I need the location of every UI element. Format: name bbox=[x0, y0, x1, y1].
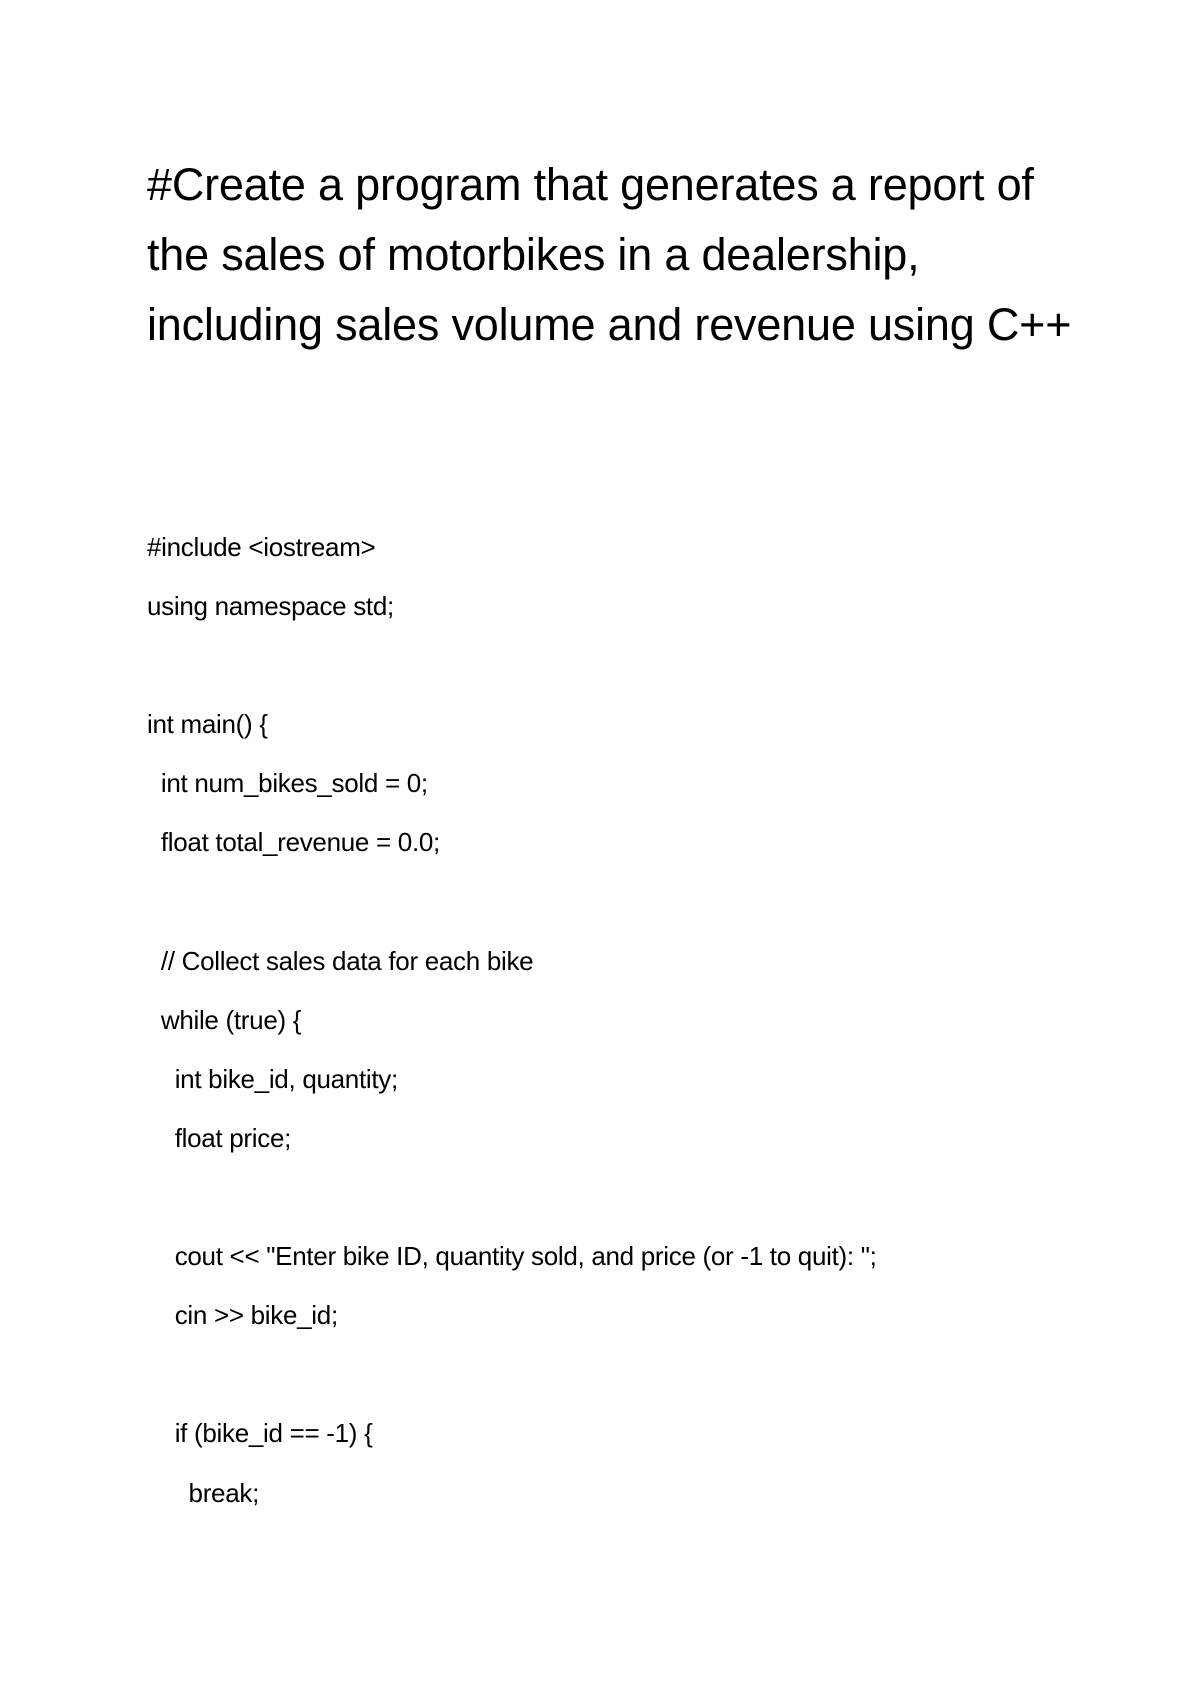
code-line: float total_revenue = 0.0; bbox=[147, 827, 440, 858]
document-heading: #Create a program that generates a report of the sales of motorbikes in a dealership, including sales volume and revenue using C++ bbox=[147, 159, 1072, 350]
code-block bbox=[147, 523, 1147, 1528]
code-line: int num_bikes_sold = 0; bbox=[147, 768, 428, 799]
code-line: cout << "Enter bike ID, quantity sold, and price (or -1 to quit): "; bbox=[147, 1241, 877, 1272]
code-line: while (true) { bbox=[147, 1004, 302, 1035]
code-line: if (bike_id == -1) { bbox=[147, 1418, 373, 1449]
code-line: break; bbox=[147, 1477, 260, 1508]
code-line bbox=[147, 1350, 1147, 1409]
code-line: using namespace std; bbox=[147, 591, 394, 622]
code-line bbox=[147, 1173, 1147, 1232]
code-line bbox=[147, 641, 1147, 700]
code-line: float price; bbox=[147, 1122, 292, 1153]
code-line: #include <iostream> bbox=[147, 532, 376, 562]
code-line: int bike_id, quantity; bbox=[147, 1063, 398, 1094]
code-line: int main() { bbox=[147, 709, 268, 740]
code-line bbox=[147, 878, 1147, 937]
code-line: // Collect sales data for each bike bbox=[147, 945, 534, 976]
code-line: cin >> bike_id; bbox=[147, 1300, 338, 1331]
